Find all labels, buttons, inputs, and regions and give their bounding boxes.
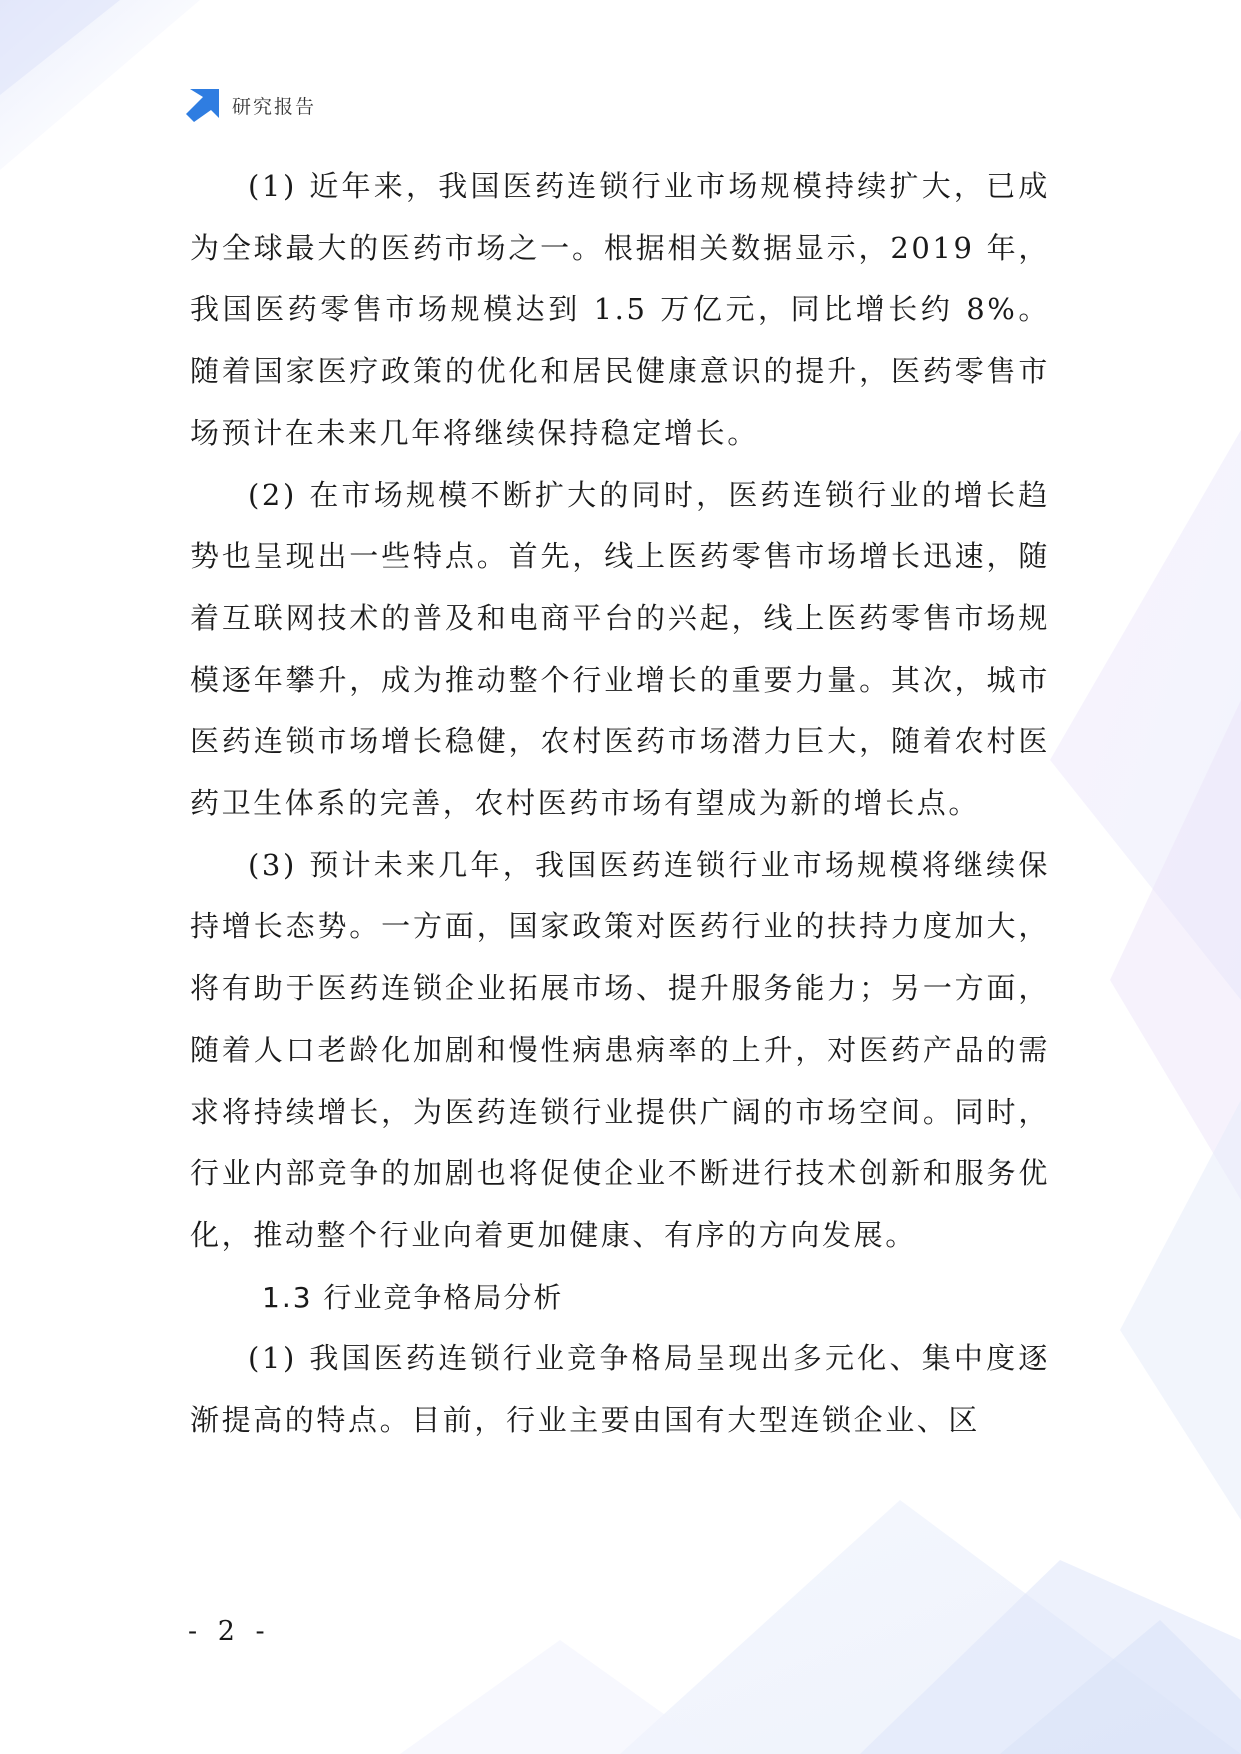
paragraph-4: (1) 我国医药连锁行业竞争格局呈现出多元化、集中度逐渐提高的特点。目前，行业主要由国有大型连锁企业、区	[190, 1341, 1050, 1438]
page-number: - 2 -	[188, 1616, 271, 1647]
arrow-up-right-icon	[186, 88, 220, 122]
paragraph-3: (3) 预计未来几年，我国医药连锁行业市场规模将继续保持增长态势。一方面，国家政策对医药行业的扶持力度加大，将有助于医药连锁企业拓展市场、提升服务能力；另一方面，随着人口老龄化加剧和慢性病患病率的上升，对医药产品的需求将持续增长，为医药连锁行业提供广阔的市场空间。同时，行业内部竞争的加剧也将促使企业不断进行技术创新和服务优化，推动整个行业向着更加健康、有序的方向发展。	[190, 847, 1050, 1252]
paragraph-1: (1) 近年来，我国医药连锁行业市场规模持续扩大，已成为全球最大的医药市场之一。根据相关数据显示，2019 年，我国医药零售市场规模达到 1.5 万亿元，同比增长约 8%。随着国家医疗政策的优化和居民健康意识的提升，医药零售市场预计在未来几年将继续保持稳定增长。	[190, 169, 1050, 450]
section-heading: 1.3 行业竞争格局分析	[262, 1280, 564, 1314]
header-label: 研究报告	[232, 95, 317, 118]
document-body	[190, 156, 1050, 1452]
paragraph-2: (2) 在市场规模不断扩大的同时，医药连锁行业的增长趋势也呈现出一些特点。首先，线上医药零售市场增长迅速，随着互联网技术的普及和电商平台的兴起，线上医药零售市场规模逐年攀升，成为推动整个行业增长的重要力量。其次，城市医药连锁市场增长稳健，农村医药市场潜力巨大，随着农村医药卫生体系的完善，农村医药市场有望成为新的增长点。	[190, 477, 1050, 821]
report-header	[186, 88, 316, 122]
